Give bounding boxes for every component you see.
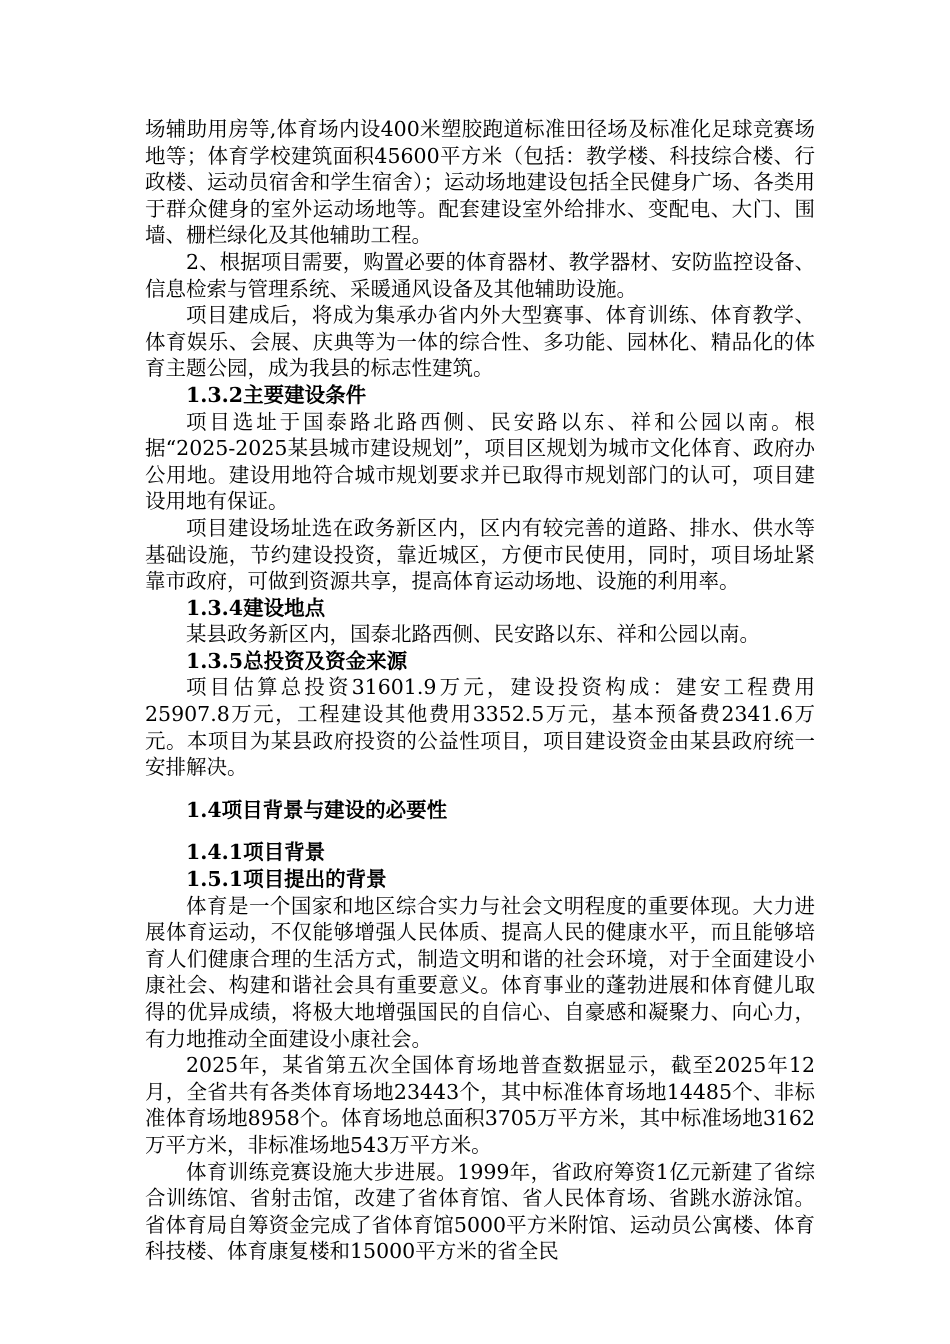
paragraph-project-outcome: 项目建成后，将成为集承办省内外大型赛事、体育训练、体育教学、体育娱乐、会展、庆典等为一体的综合性、多功能、园林化、精品化的体育主题公园，成为我县的标志性建筑。	[145, 303, 815, 381]
paragraph-location: 某县政务新区内，国泰北路西侧、民安路以东、祥和公园以南。	[186, 622, 760, 647]
paragraph-sports-importance: 体育是一个国家和地区综合实力与社会文明程度的重要体现。大力进展体育运动，不仅能够增强人民体质、提高人民的健康水平，而且能够培育人们健康合理的生活方式，制造文明和谐的社会环境，对于全面建设小康社会、构建和谐社会具有重要意义。体育事业的蓬勃进展和体育健儿取得的优异成绩，将极大地增强国民的自信心、自豪感和凝聚力、向心力，有力地推动全面建设小康社会。	[145, 893, 815, 1051]
paragraph-venue-statistics: 2025年，某省第五次全国体育场地普查数据显示，截至2025年12月，全省共有各类体育场地23443个，其中标准体育场地14485个、非标准体育场地8958个。体育场地总面积3705万平方米，其中标准场地3162万平方米，非标准场地543万平方米。	[145, 1053, 815, 1157]
document-body	[145, 116, 815, 1265]
paragraph-equipment: 2、根据项目需要，购置必要的体育器材、教学器材、安防监控设备、信息检索与管理系统、采暖通风设备及其他辅助设施。	[145, 249, 815, 301]
section-heading-project-background: 1.4.1项目背景	[186, 840, 326, 865]
section-heading-location: 1.3.4建设地点	[186, 595, 326, 620]
paragraph-site-selection: 项目选址于国泰路北路西侧、民安路以东、祥和公园以南。根据“2025-2025某县城市建设规划”，项目区规划为城市文化体育、政府办公用地。建设用地符合城市规划要求并已取得市规划部门的认可，项目建设用地有保证。	[145, 409, 815, 514]
section-heading-background-necessity: 1.4项目背景与建设的必要性	[186, 797, 448, 822]
paragraph-investment: 项目估算总投资31601.9万元，建设投资构成：建安工程费用25907.8万元，工程建设其他费用3352.5万元，基本预备费2341.6万元。本项目为某县政府投资的公益性项目，项目建设资金由某县政府统一安排解决。	[145, 675, 815, 780]
section-heading-investment: 1.3.5总投资及资金来源	[186, 648, 408, 673]
paragraph-construction-scope: 场辅助用房等,体育场内设400米塑胶跑道标准田径场及标准化足球竞赛场地等；体育学校建筑面积45600平方米（包括：教学楼、科技综合楼、行政楼、运动员宿舍和学生宿舍）；运动场地建设包括全民健身广场、各类用于群众健身的室外运动场地等。配套建设室外给排水、变配电、大门、围墙、栅栏绿化及其他辅助工程。	[145, 117, 815, 248]
paragraph-training-facilities: 体育训练竞赛设施大步进展。1999年，省政府筹资1亿元新建了省综合训练馆、省射击馆，改建了省体育馆、省人民体育场、省跳水游泳馆。省体育局自筹资金完成了省体育馆5000平方米附馆、运动员公寓楼、体育科技楼、体育康复楼和15000平方米的省全民	[145, 1159, 815, 1264]
section-heading-construction-conditions: 1.3.2主要建设条件	[186, 382, 367, 407]
paragraph-site-advantages: 项目建设场址选在政务新区内，区内有较完善的道路、排水、供水等基础设施，节约建设投资，靠近城区，方便市民使用，同时，项目场址紧靠市政府，可做到资源共享，提高体育运动场地、设施的利用率。	[145, 515, 815, 594]
section-heading-proposal-background: 1.5.1项目提出的背景	[186, 867, 387, 892]
